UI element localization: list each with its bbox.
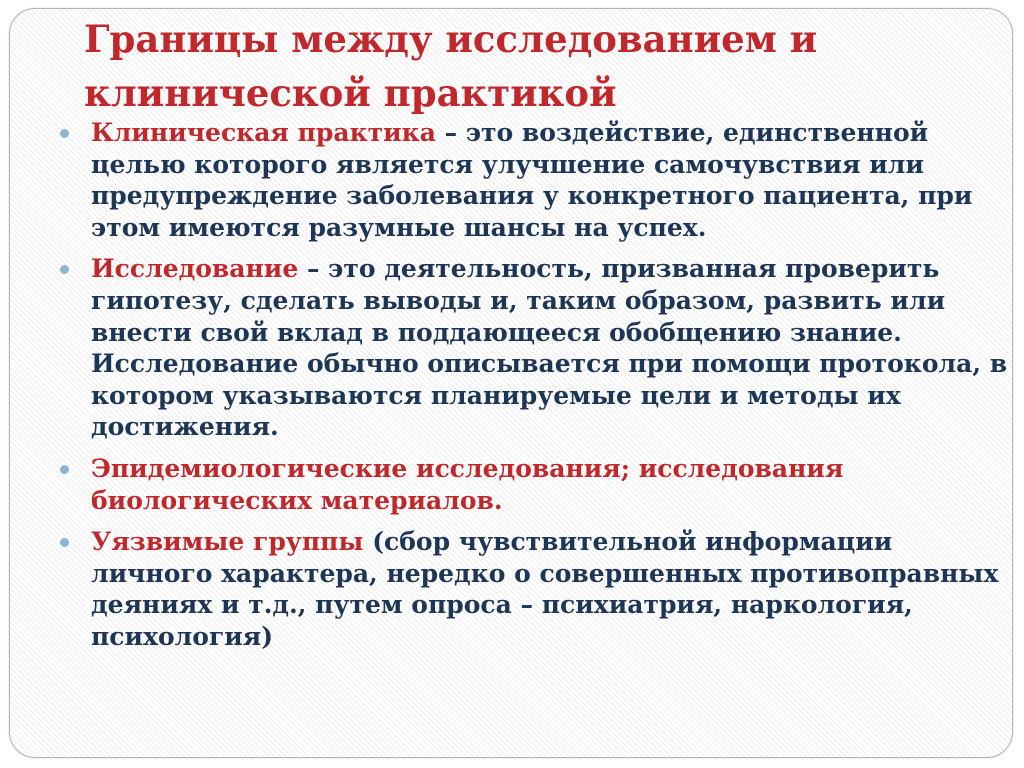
bullet-text: (сбор чувствительной информации личного характера, нередко о совершенных противоправных деяниях и т.д., путем опроса – психиатрия, наркология, психология) (91, 527, 999, 651)
bullet-term: Уязвимые группы (91, 527, 364, 557)
bullet-list (58, 117, 1016, 653)
bullet-term: Клиническая практика (91, 118, 436, 147)
bullet-dot-icon (60, 265, 69, 274)
bullet-dot-icon (60, 129, 69, 138)
bullet-text: – это воздействие, единственной целью которого является улучшение самочувствия или предупреждение заболевания у конкретного пациента, при этом имеются разумные шансы на успех. (91, 118, 973, 242)
bullet-item-vulnerable-groups (58, 526, 1016, 652)
slide-title: Границы между исследованием и клинической практикой (84, 17, 818, 115)
bullet-item-epidemiological (58, 453, 1016, 516)
bullet-item-research (58, 253, 1016, 443)
bullet-term: Эпидемиологические исследования; исследования биологических материалов. (91, 453, 844, 515)
bullet-item-clinical-practice (58, 117, 1016, 243)
bullet-dot-icon (60, 538, 69, 547)
bullet-text: – это деятельность, призванная проверить гипотезу, сделать выводы и, таким образом, развить или внести свой вклад в поддающееся обобщению знание. Исследование обычно описывается при помощи протокола, в котором указываются планируемые цели и методы их достижения. (91, 254, 1008, 442)
bullet-dot-icon (60, 465, 69, 474)
bullet-term: Исследование (91, 254, 299, 284)
